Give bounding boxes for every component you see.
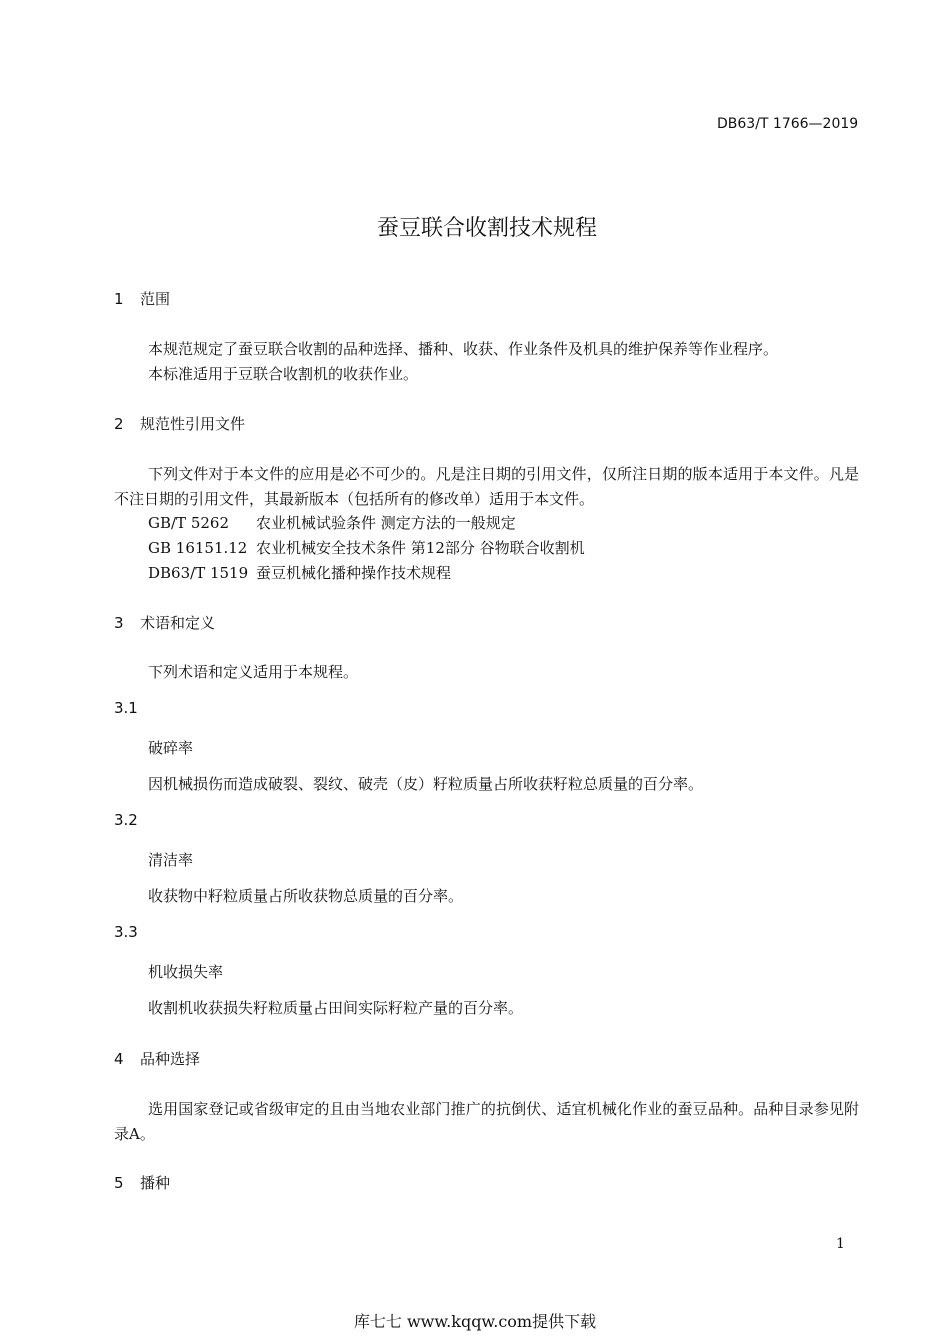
reference-item (148, 537, 585, 558)
section-5-heading (114, 1172, 170, 1193)
terms-intro: 下列术语和定义适用于本规程。 (148, 663, 359, 681)
term-name: 机收损失率 (148, 963, 224, 981)
term-number: 3.1 (114, 699, 138, 717)
section-title: 品种选择 (140, 1050, 201, 1068)
section-title: 播种 (140, 1174, 171, 1192)
page-number: 1 (836, 1236, 845, 1252)
term-number: 3.2 (114, 811, 138, 829)
variety-selection-paragraph: 选用国家登记或省级审定的且由当地农业部门推广的抗倒伏、适宜机械化作业的蚕豆品种。品种目录参见附录A。 (114, 1100, 859, 1143)
section-title: 术语和定义 (140, 614, 216, 632)
section-number: 2 (114, 415, 124, 433)
section-title: 范围 (140, 290, 171, 308)
document-code: DB63/T 1766—2019 (717, 116, 859, 132)
reference-code: GB 16151.12 (148, 539, 248, 557)
section-1-heading (114, 288, 170, 309)
document-title: 蚕豆联合收割技术规程 (376, 216, 597, 241)
download-footer: 库七七 www.kqqw.com提供下载 (353, 1312, 597, 1331)
reference-item (148, 562, 451, 583)
term-name: 破碎率 (148, 739, 194, 757)
section-number: 5 (114, 1174, 124, 1192)
scope-line-2: 本标准适用于豆联合收割机的收获作业。 (148, 365, 419, 383)
section-number: 1 (114, 290, 124, 308)
section-4-heading (114, 1048, 200, 1069)
reference-code: GB/T 5262 (148, 514, 230, 532)
reference-title: 农业机械安全技术条件 第12部分 谷物联合收割机 (256, 539, 585, 557)
section-number: 3 (114, 614, 124, 632)
term-definition: 收割机收获损失籽粒质量占田间实际籽粒产量的百分率。 (148, 999, 524, 1017)
reference-title: 蚕豆机械化播种操作技术规程 (256, 564, 452, 582)
section-number: 4 (114, 1050, 124, 1068)
term-definition: 收获物中籽粒质量占所收获物总质量的百分率。 (148, 887, 464, 905)
section-3-heading (114, 612, 215, 633)
term-number: 3.3 (114, 923, 138, 941)
reference-title: 农业机械试验条件 测定方法的一般规定 (256, 514, 516, 532)
scope-line-1: 本规范规定了蚕豆联合收割的品种选择、播种、收获、作业条件及机具的维护保养等作业程序。 (148, 340, 779, 358)
section-title: 规范性引用文件 (140, 415, 246, 433)
term-definition: 因机械损伤而造成破裂、裂纹、破壳（皮）籽粒质量占所收获籽粒总质量的百分率。 (148, 775, 704, 793)
reference-code: DB63/T 1519 (148, 564, 249, 582)
term-name: 清洁率 (148, 851, 194, 869)
section-2-heading (114, 413, 245, 434)
normative-references-paragraph: 下列文件对于本文件的应用是必不可少的。凡是注日期的引用文件，仅所注日期的版本适用于本文件。凡是不注日期的引用文件，其最新版本（包括所有的修改单）适用于本文件。 (114, 465, 859, 508)
reference-item (148, 512, 516, 533)
